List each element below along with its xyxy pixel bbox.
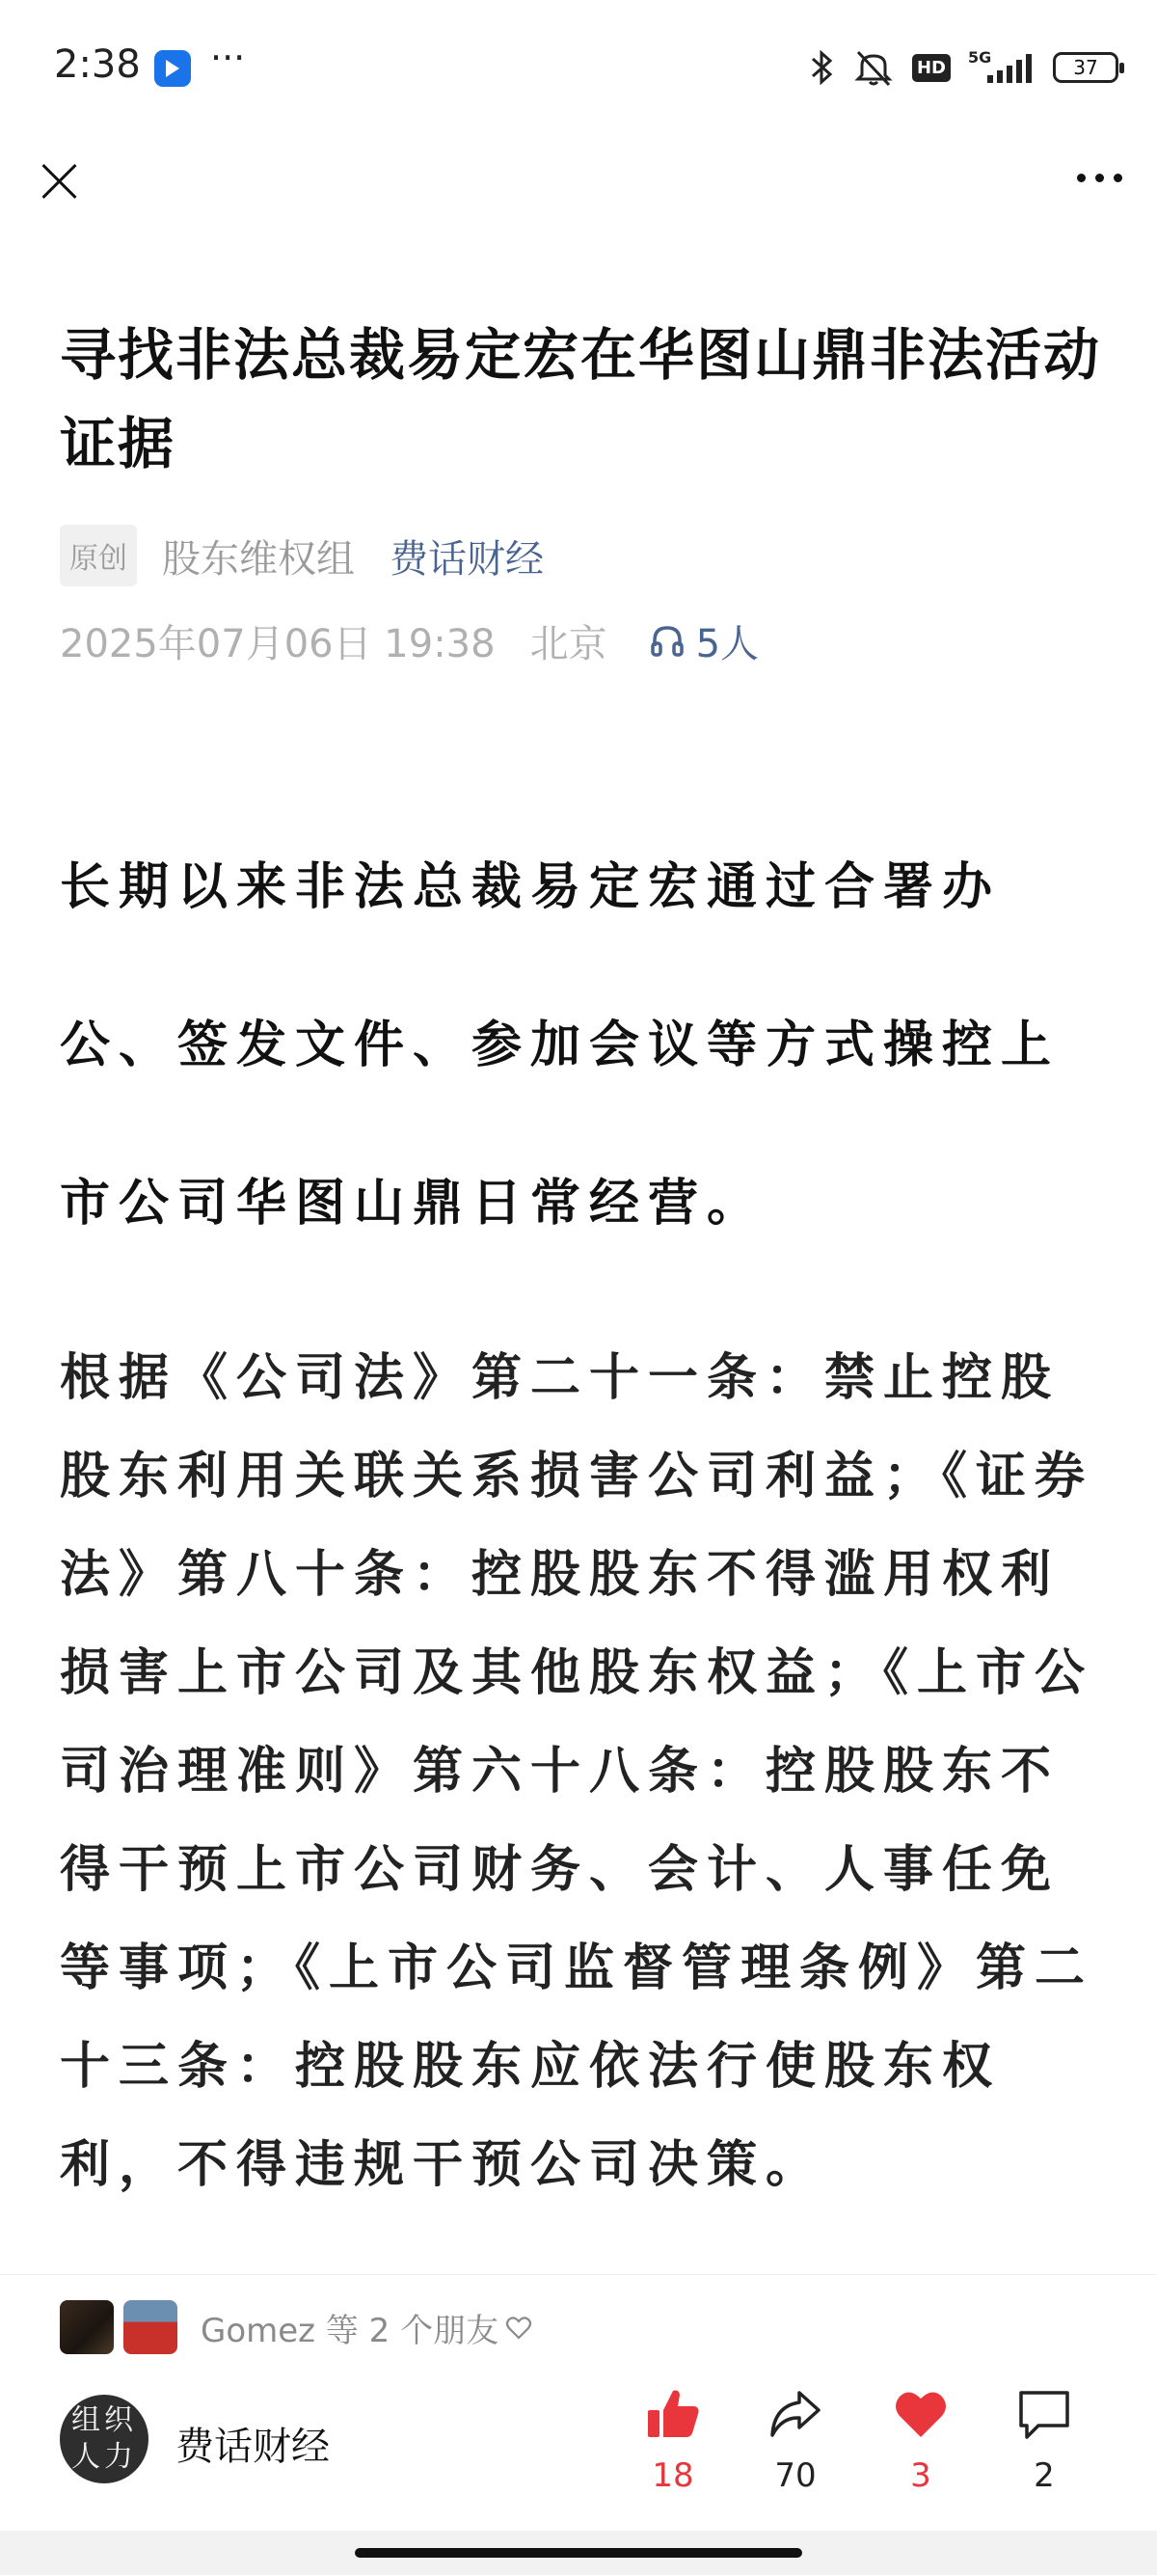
share-icon (767, 2385, 824, 2443)
account-name[interactable]: 费话财经 (175, 2425, 330, 2469)
status-bar (0, 0, 1157, 135)
account-avatar-text: 组织人力 (71, 2403, 137, 2474)
comment-icon (1015, 2385, 1073, 2443)
article-title: 寻找非法总裁易定宏在华图山鼎非法活动证据 (60, 322, 1102, 476)
close-icon[interactable] (35, 156, 85, 206)
share-count: 70 (774, 2456, 817, 2495)
publish-date: 2025年07月06日 19:38 (60, 621, 496, 666)
comment-count: 2 (1034, 2456, 1055, 2495)
account-avatar[interactable] (60, 2395, 148, 2483)
bluetooth-icon (810, 48, 835, 87)
account-link[interactable]: 费话财经 (390, 536, 544, 582)
publish-location: 北京 (529, 621, 607, 666)
signal-5g-icon (968, 48, 1036, 87)
friends-text: Gomez 等 2 个朋友 (201, 2311, 499, 2350)
signal-bars (987, 54, 1032, 83)
battery-icon: 37 (1053, 52, 1118, 83)
friends-liked[interactable] (60, 2298, 533, 2356)
heart-outline-icon (504, 2313, 533, 2342)
listen-button[interactable] (648, 613, 759, 668)
like-button[interactable] (625, 2385, 721, 2495)
comment-button[interactable] (996, 2385, 1092, 2495)
favorite-button[interactable] (873, 2385, 969, 2495)
article-meta (60, 527, 544, 584)
like-count: 18 (652, 2456, 694, 2495)
headphones-icon (648, 621, 686, 660)
more-icon[interactable] (1077, 174, 1122, 182)
friend-avatar (60, 2300, 114, 2354)
notification-more: ··· (210, 37, 246, 79)
share-button[interactable] (747, 2385, 844, 2495)
app-notification-icon (154, 50, 191, 87)
thumbs-up-icon (644, 2385, 702, 2443)
listener-count: 5人 (695, 621, 760, 666)
friend-avatar (123, 2300, 177, 2354)
article-paragraph-2: 根据《公司法》第二十一条：禁止控股股东利用关联关系损害公司利益；《证券法》第八十条：控股股东不得滥用权利损害上市公司及其他股东权益；《上市公司治理准则》第六十八条：控股股东不得干预上市公司财务、会计、人事任免等事项；《上市公司监督管理条例》第二十三条：控股股东应依法行使股东权利，不得违规干预公司决策。 (60, 1349, 1094, 2194)
top-bar (0, 135, 1157, 231)
article-meta-secondary (60, 613, 759, 667)
article-author: 股东维权组 (162, 536, 355, 582)
mute-icon (852, 48, 895, 87)
network-label: 5G (968, 48, 992, 67)
heart-icon (892, 2385, 950, 2443)
status-icons (810, 44, 1118, 91)
article-paragraph-1: 长期以来非法总裁易定宏通过合署办公、签发文件、参加会议等方式操控上市公司华图山鼎日常经营。 (60, 858, 1061, 1233)
heart-count: 3 (910, 2456, 931, 2495)
status-time: 2:38 (54, 42, 141, 87)
home-indicator[interactable] (0, 2531, 1157, 2575)
original-badge: 原创 (60, 525, 137, 586)
hd-icon: HD (912, 54, 951, 82)
